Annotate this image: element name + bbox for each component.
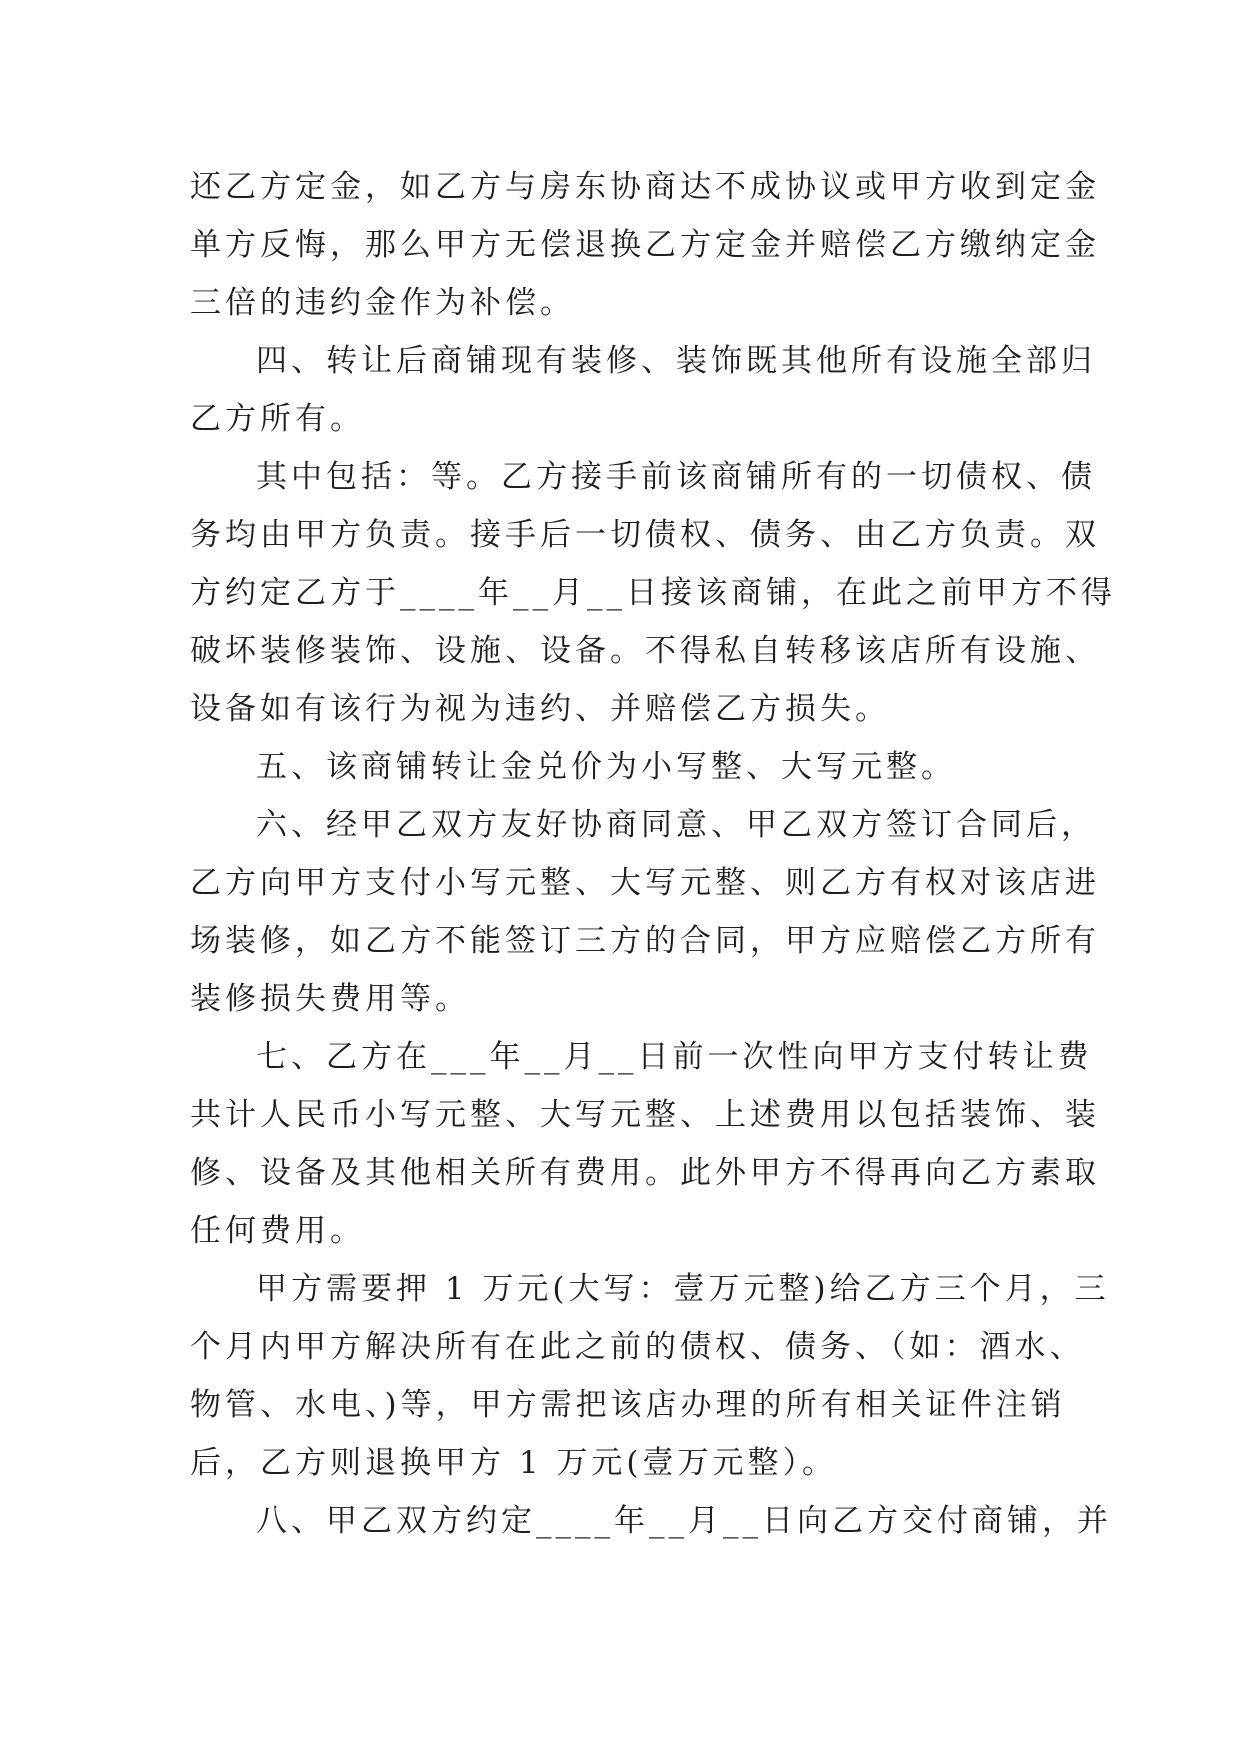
clause-5-heading: 五、该商铺转让金兑价为小写整、大写元整。	[256, 749, 956, 785]
text-line: 还乙方定金，如乙方与房东协商达不成协议或甲方收到定金	[190, 169, 1100, 205]
clause-8-heading: 八、甲乙双方约定____年__月__日向乙方交付商铺，并	[256, 1503, 1112, 1539]
text-line: 后，乙方则退换甲方 1 万元(壹万元整）。	[190, 1445, 838, 1481]
text-line: 设备如有该行为视为违约、并赔偿乙方损失。	[190, 691, 890, 727]
text-line: 装修损失费用等。	[190, 981, 470, 1017]
clause-7-heading: 七、乙方在___年__月__日前一次性向甲方支付转让费	[256, 1039, 1093, 1075]
clause-6-heading: 六、经甲乙双方友好协商同意、甲乙双方签订合同后，	[256, 807, 1096, 843]
text-line: 物管、水电、)等，甲方需把该店办理的所有相关证件注销	[190, 1387, 1066, 1423]
text-line: 三倍的违约金作为补偿。	[190, 285, 575, 321]
text-line: 场装修，如乙方不能签订三方的合同，甲方应赔偿乙方所有	[190, 923, 1100, 959]
paragraph-start: 甲方需要押 1 万元(大写：壹万元整)给乙方三个月，三	[256, 1271, 1110, 1307]
text-line: 乙方所有。	[190, 401, 365, 437]
text-line: 务均由甲方负责。接手后一切债权、债务、由乙方负责。双	[190, 517, 1100, 553]
text-line: 共计人民币小写元整、大写元整、上述费用以包括装饰、装	[190, 1097, 1100, 1133]
paragraph-start: 其中包括：等。乙方接手前该商铺所有的一切债权、债	[256, 459, 1096, 495]
text-line: 单方反悔，那么甲方无偿退换乙方定金并赔偿乙方缴纳定金	[190, 227, 1100, 263]
text-line: 方约定乙方于____年__月__日接该商铺，在此之前甲方不得	[190, 575, 1116, 611]
text-line: 个月内甲方解决所有在此之前的债权、债务、（如：酒水、	[190, 1329, 1085, 1365]
clause-4-heading: 四、转让后商铺现有装修、装饰既其他所有设施全部归	[256, 343, 1096, 379]
text-line: 修、设备及其他相关所有费用。此外甲方不得再向乙方素取	[190, 1155, 1100, 1191]
document-body	[190, 158, 1116, 1550]
text-line: 破坏装修装饰、设施、设备。不得私自转移该店所有设施、	[190, 633, 1100, 669]
text-line: 任何费用。	[190, 1213, 365, 1249]
text-line: 乙方向甲方支付小写元整、大写元整、则乙方有权对该店进	[190, 865, 1100, 901]
